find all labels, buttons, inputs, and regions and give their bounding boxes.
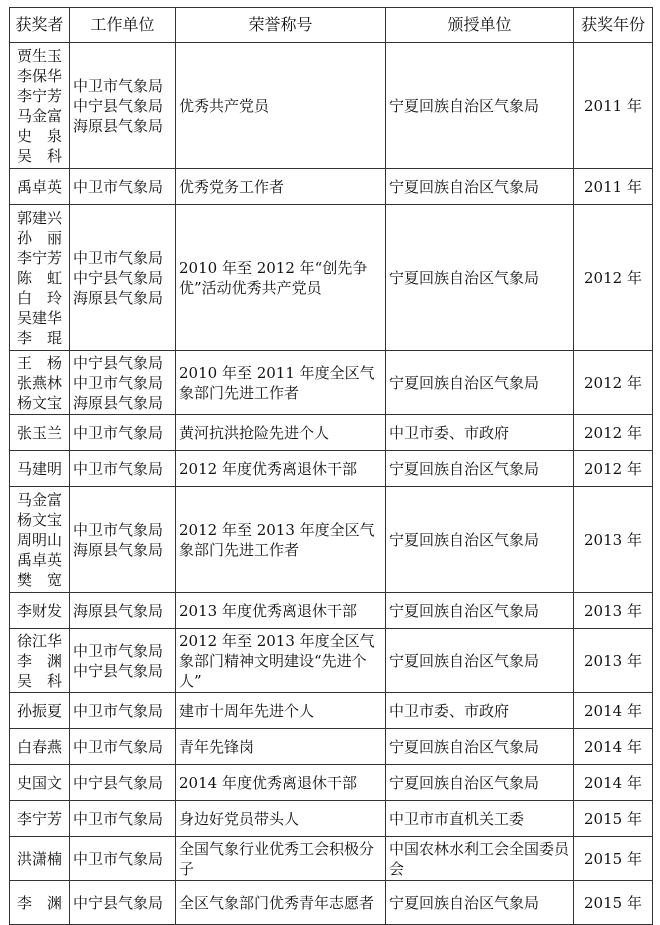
honor-cell: 2013 年度优秀离退休干部 — [176, 593, 386, 629]
grantor-cell: 宁夏回族自治区气象局 — [386, 765, 574, 801]
table-row — [10, 487, 653, 593]
table-row — [10, 43, 653, 169]
honor-cell: 建市十周年先进个人 — [176, 693, 386, 729]
awards-table — [9, 7, 653, 925]
year-cell: 2013 年 — [574, 629, 653, 693]
honor-cell: 全国气象行业优秀工会积极分子 — [176, 837, 386, 881]
grantor-cell: 宁夏回族自治区气象局 — [386, 351, 574, 415]
work-unit-cell: 中卫市气象局 中宁县气象局 — [70, 629, 176, 693]
work-unit-cell: 中卫市气象局 — [70, 451, 176, 487]
awardee-cell: 马建明 — [10, 451, 70, 487]
awardee-cell: 孙振夏 — [10, 693, 70, 729]
year-cell: 2012 年 — [574, 415, 653, 451]
honor-cell: 2012 年至 2013 年度全区气象部门精神文明建设“先进个人” — [176, 629, 386, 693]
table-row — [10, 205, 653, 351]
year-cell: 2015 年 — [574, 881, 653, 925]
grantor-cell: 宁夏回族自治区气象局 — [386, 205, 574, 351]
honor-cell: 身边好党员带头人 — [176, 801, 386, 837]
work-unit-cell: 中宁县气象局 中卫市气象局 海原县气象局 — [70, 351, 176, 415]
header-awardee: 获奖者 — [10, 8, 70, 43]
work-unit-cell: 中宁县气象局 — [70, 881, 176, 925]
table-row — [10, 451, 653, 487]
header-row — [10, 8, 653, 43]
table-row — [10, 801, 653, 837]
honor-cell: 优秀共产党员 — [176, 43, 386, 169]
year-cell: 2011 年 — [574, 43, 653, 169]
grantor-cell: 宁夏回族自治区气象局 — [386, 629, 574, 693]
table-row — [10, 351, 653, 415]
year-cell: 2013 年 — [574, 487, 653, 593]
honor-cell: 2014 年度优秀离退休干部 — [176, 765, 386, 801]
work-unit-cell: 中卫市气象局 — [70, 415, 176, 451]
grantor-cell: 宁夏回族自治区气象局 — [386, 169, 574, 205]
honor-cell: 优秀党务工作者 — [176, 169, 386, 205]
year-cell: 2014 年 — [574, 729, 653, 765]
year-cell: 2015 年 — [574, 837, 653, 881]
grantor-cell: 中国农林水利工会全国委员会 — [386, 837, 574, 881]
awardee-cell: 郭建兴 孙 丽 李宁芳 陈 虹 白 玲 吴建华 李 琨 — [10, 205, 70, 351]
year-cell: 2015 年 — [574, 801, 653, 837]
table-row — [10, 629, 653, 693]
awardee-cell: 洪潇楠 — [10, 837, 70, 881]
year-cell: 2014 年 — [574, 693, 653, 729]
table-row — [10, 169, 653, 205]
header-award-year: 获奖年份 — [574, 8, 653, 43]
grantor-cell: 宁夏回族自治区气象局 — [386, 43, 574, 169]
year-cell: 2012 年 — [574, 205, 653, 351]
work-unit-cell: 中卫市气象局 — [70, 801, 176, 837]
honor-cell: 2010 年至 2011 年度全区气象部门先进工作者 — [176, 351, 386, 415]
awardee-cell: 马金富 杨文宝 周明山 禹卓英 樊 宽 — [10, 487, 70, 593]
honor-cell: 青年先锋岗 — [176, 729, 386, 765]
grantor-cell: 宁夏回族自治区气象局 — [386, 593, 574, 629]
table-row — [10, 415, 653, 451]
year-cell: 2011 年 — [574, 169, 653, 205]
year-cell: 2013 年 — [574, 593, 653, 629]
table-row — [10, 837, 653, 881]
table-row — [10, 881, 653, 925]
grantor-cell: 中卫市委、市政府 — [386, 693, 574, 729]
work-unit-cell: 中卫市气象局 — [70, 169, 176, 205]
awardee-cell: 贾生玉 李保华 李宁芳 马金富 史 泉 吴 科 — [10, 43, 70, 169]
header-granting-unit: 颁授单位 — [386, 8, 574, 43]
header-honor-title: 荣誉称号 — [176, 8, 386, 43]
awardee-cell: 李宁芳 — [10, 801, 70, 837]
year-cell: 2012 年 — [574, 351, 653, 415]
work-unit-cell: 海原县气象局 — [70, 593, 176, 629]
honor-cell: 全区气象部门优秀青年志愿者 — [176, 881, 386, 925]
honor-cell: 黄河抗洪抢险先进个人 — [176, 415, 386, 451]
grantor-cell: 宁夏回族自治区气象局 — [386, 487, 574, 593]
grantor-cell: 宁夏回族自治区气象局 — [386, 881, 574, 925]
awardee-cell: 白春燕 — [10, 729, 70, 765]
work-unit-cell: 中卫市气象局 中宁县气象局 海原县气象局 — [70, 205, 176, 351]
year-cell: 2012 年 — [574, 451, 653, 487]
awardee-cell: 史国文 — [10, 765, 70, 801]
table-row — [10, 593, 653, 629]
table-row — [10, 729, 653, 765]
awardee-cell: 张玉兰 — [10, 415, 70, 451]
grantor-cell: 中卫市市直机关工委 — [386, 801, 574, 837]
work-unit-cell: 中卫市气象局 中宁县气象局 海原县气象局 — [70, 43, 176, 169]
awardee-cell: 徐江华 李 渊 吴 科 — [10, 629, 70, 693]
awardee-cell: 禹卓英 — [10, 169, 70, 205]
work-unit-cell: 中卫市气象局 海原县气象局 — [70, 487, 176, 593]
grantor-cell: 中卫市委、市政府 — [386, 415, 574, 451]
table-row — [10, 765, 653, 801]
grantor-cell: 宁夏回族自治区气象局 — [386, 729, 574, 765]
header-work-unit: 工作单位 — [70, 8, 176, 43]
work-unit-cell: 中宁县气象局 — [70, 765, 176, 801]
honor-cell: 2010 年至 2012 年“创先争优”活动优秀共产党员 — [176, 205, 386, 351]
awardee-cell: 王 杨 张燕林 杨文宝 — [10, 351, 70, 415]
work-unit-cell: 中卫市气象局 — [70, 729, 176, 765]
awardee-cell: 李 渊 — [10, 881, 70, 925]
awardee-cell: 李财发 — [10, 593, 70, 629]
work-unit-cell: 中卫市气象局 — [70, 837, 176, 881]
grantor-cell: 宁夏回族自治区气象局 — [386, 451, 574, 487]
honor-cell: 2012 年度优秀离退休干部 — [176, 451, 386, 487]
year-cell: 2014 年 — [574, 765, 653, 801]
work-unit-cell: 中卫市气象局 — [70, 693, 176, 729]
honor-cell: 2012 年至 2013 年度全区气象部门先进工作者 — [176, 487, 386, 593]
table-row — [10, 693, 653, 729]
